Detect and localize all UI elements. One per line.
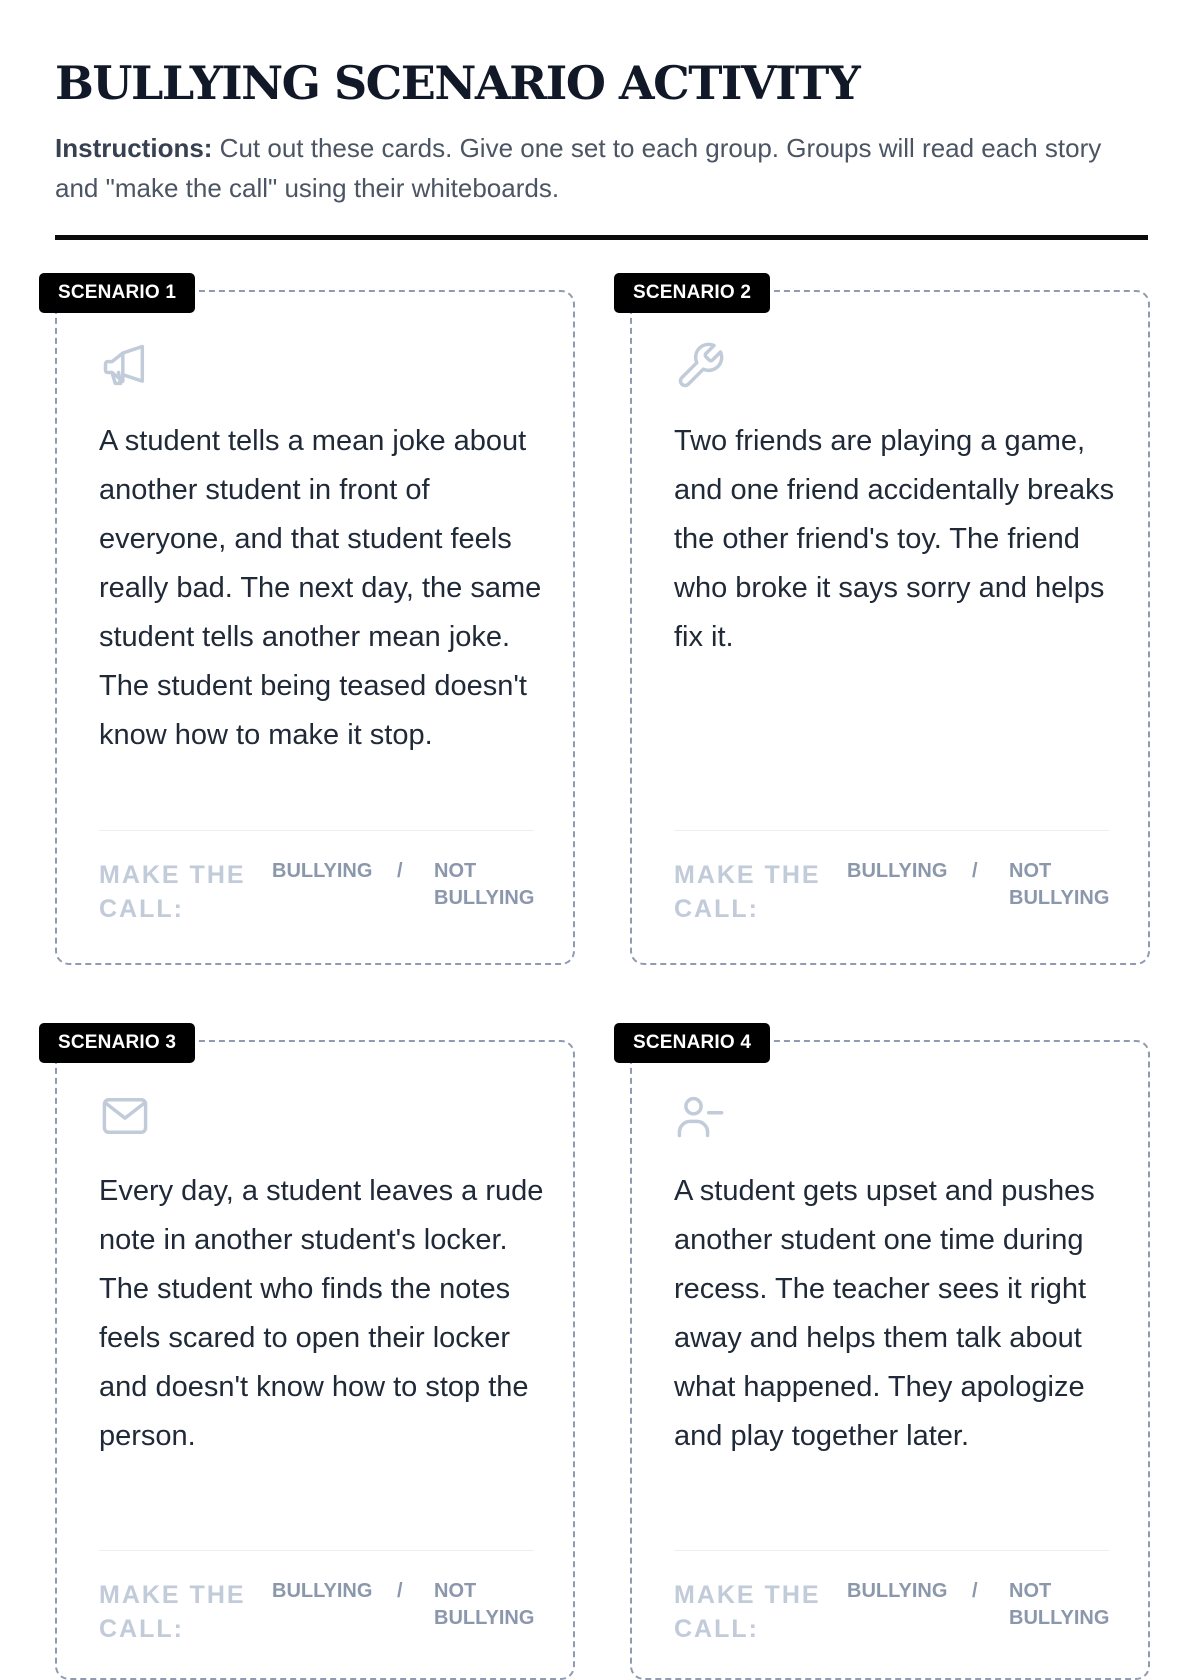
option-not-bullying: NOT BULLYING	[1009, 860, 1110, 909]
make-the-call-row	[99, 858, 539, 938]
option-separator: /	[972, 1580, 978, 1602]
option-not-bullying: NOT BULLYING	[434, 860, 535, 909]
make-the-call-label: MAKE THE CALL:	[674, 1581, 821, 1643]
scenario-tag: SCENARIO 4	[614, 1023, 770, 1063]
scenario-text: A student tells a mean joke about another student in front of everyone, and that student feels really bad. The next day, the same student tells another mean joke. The student being teased doesn't know how to make it stop.	[99, 425, 542, 751]
scenario-tag: SCENARIO 1	[39, 273, 195, 313]
scenario-tag: SCENARIO 3	[39, 1023, 195, 1063]
scenario-card-1	[55, 282, 575, 965]
scenario-text: A student gets upset and pushes another student one time during recess. The teacher sees it right away and helps them talk about what happened. They apologize and play together later.	[674, 1175, 1095, 1452]
make-the-call-label: MAKE THE CALL:	[99, 1581, 246, 1643]
instructions-text: Cut out these cards. Give one set to each group. Groups will read each story and "make the call" using their whiteboards.	[55, 133, 1102, 203]
user-minus-icon	[674, 1090, 726, 1142]
make-the-call-label: MAKE THE CALL:	[99, 861, 246, 923]
scenario-text: Every day, a student leaves a rude note in another student's locker. The student who finds the notes feels scared to open their locker and doesn't know how to stop the person.	[99, 1175, 544, 1452]
scenario-card-2	[630, 282, 1150, 965]
megaphone-icon	[99, 340, 151, 392]
make-the-call-row	[674, 858, 1114, 938]
card-divider	[99, 830, 534, 831]
make-the-call-row	[674, 1578, 1114, 1658]
scenario-card-3	[55, 1032, 575, 1680]
option-bullying: BULLYING	[272, 1580, 373, 1602]
envelope-icon	[99, 1090, 151, 1142]
option-separator: /	[397, 860, 403, 882]
make-the-call-label: MAKE THE CALL:	[674, 861, 821, 923]
card-divider	[674, 830, 1109, 831]
wrench-icon	[674, 340, 726, 392]
card-divider	[99, 1550, 534, 1551]
scenario-tag: SCENARIO 2	[614, 273, 770, 313]
option-bullying: BULLYING	[272, 860, 373, 882]
card-divider	[674, 1550, 1109, 1551]
page-title: BULLYING SCENARIO ACTIVITY	[55, 56, 860, 110]
scenario-text: Two friends are playing a game, and one friend accidentally breaks the other friend's toy. The friend who broke it says sorry and helps fix it.	[674, 425, 1115, 653]
option-not-bullying: NOT BULLYING	[1009, 1580, 1110, 1629]
option-bullying: BULLYING	[847, 1580, 948, 1602]
scenario-card-4	[630, 1032, 1150, 1680]
option-separator: /	[397, 1580, 403, 1602]
make-the-call-row	[99, 1578, 539, 1658]
instructions	[55, 128, 1145, 208]
header-divider	[55, 235, 1148, 240]
option-separator: /	[972, 860, 978, 882]
option-bullying: BULLYING	[847, 860, 948, 882]
instructions-label: Instructions:	[55, 133, 213, 163]
option-not-bullying: NOT BULLYING	[434, 1580, 535, 1629]
